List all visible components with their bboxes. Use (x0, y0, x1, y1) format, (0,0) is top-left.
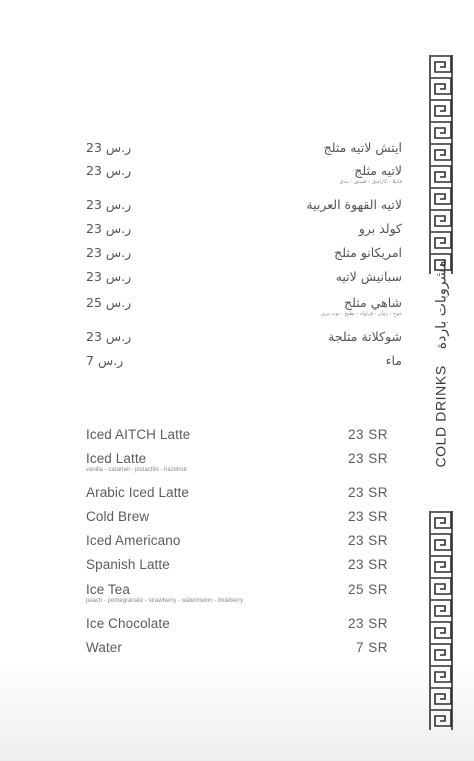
item-price-ar: 23 ر.س (86, 269, 132, 284)
menu-item-en (86, 451, 390, 477)
item-price-en: 7 SR (355, 640, 388, 655)
item-name-en: Iced Americano (86, 533, 181, 548)
menu-item-en (86, 582, 390, 608)
item-options-ar: فانيلا - كاراميل - فستق - بندق (339, 179, 402, 185)
section-title-en: COLD DRINKS (432, 365, 449, 468)
menu-item-ar (80, 269, 402, 295)
item-price-ar: 23 ر.س (86, 197, 132, 212)
menu-item-ar (80, 353, 402, 379)
item-name-ar: شاهي مثلج (344, 295, 402, 310)
menu-item-en (86, 557, 390, 583)
item-name-en: Spanish Latte (86, 557, 170, 572)
item-price-ar: 23 ر.س (86, 221, 132, 236)
menu-item-ar (80, 197, 402, 223)
menu-item-en (86, 616, 390, 642)
arabic-menu-list (0, 0, 474, 380)
item-options-en: peach - pomegranate - strawberry - watermelon - blueberry (86, 598, 244, 604)
section-title-ar: مشروبات باردة (433, 260, 450, 350)
item-name-en: Iced AITCH Latte (86, 427, 191, 442)
item-name-en: Arabic Iced Latte (86, 485, 190, 500)
menu-item-en (86, 485, 390, 511)
item-price-en: 23 SR (347, 427, 388, 442)
menu-item-en (86, 533, 390, 559)
greek-key-ornament-top (429, 54, 453, 276)
item-name-ar: ايتش لاتيه مثلج (323, 140, 402, 155)
item-price-en: 23 SR (347, 485, 388, 500)
menu-item-ar (80, 329, 402, 355)
item-options-ar: خوخ - رمان - فراولة - بطيخ - توت بري (321, 311, 402, 317)
item-name-en: Cold Brew (86, 509, 150, 524)
item-price-ar: 23 ر.س (86, 140, 132, 155)
item-name-ar: امريكانو مثلج (334, 245, 402, 260)
item-price-en: 25 SR (347, 582, 388, 597)
greek-key-ornament-bottom (429, 510, 453, 732)
item-price-ar: 23 ر.س (86, 163, 132, 178)
item-price-en: 23 SR (347, 533, 388, 548)
menu-item-ar (80, 295, 402, 321)
item-price-ar: 7 ر.س (86, 353, 124, 368)
menu-item-ar (80, 163, 402, 189)
item-name-en: Iced Latte (86, 451, 147, 466)
item-name-ar: سبانيش لاتيه (335, 269, 402, 284)
item-name-en: Ice Chocolate (86, 616, 170, 631)
menu-item-en (86, 427, 390, 453)
page-bottom-fade (0, 661, 474, 761)
item-price-en: 23 SR (347, 509, 388, 524)
item-name-ar: لاتيه مثلج (354, 163, 402, 178)
menu-item-en (86, 640, 390, 666)
item-name-en: Ice Tea (86, 582, 130, 597)
item-price-ar: 23 ر.س (86, 245, 132, 260)
menu-item-ar (80, 245, 402, 271)
item-price-en: 23 SR (347, 557, 388, 572)
item-price-en: 23 SR (347, 616, 388, 631)
item-price-ar: 23 ر.س (86, 329, 132, 344)
menu-item-ar (80, 221, 402, 247)
item-name-ar: كولد برو (358, 221, 402, 236)
item-name-en: Water (86, 640, 123, 655)
item-name-ar: لاتيه القهوة العربية (306, 197, 402, 212)
item-options-en: vanilla - caramel - pistachio - hazelnut (86, 467, 187, 473)
item-name-ar: ماء (385, 353, 402, 368)
item-price-en: 23 SR (347, 451, 388, 466)
item-name-ar: شوكلاتة مثلجة (328, 329, 402, 344)
item-price-ar: 25 ر.س (86, 295, 132, 310)
menu-item-en (86, 509, 390, 535)
